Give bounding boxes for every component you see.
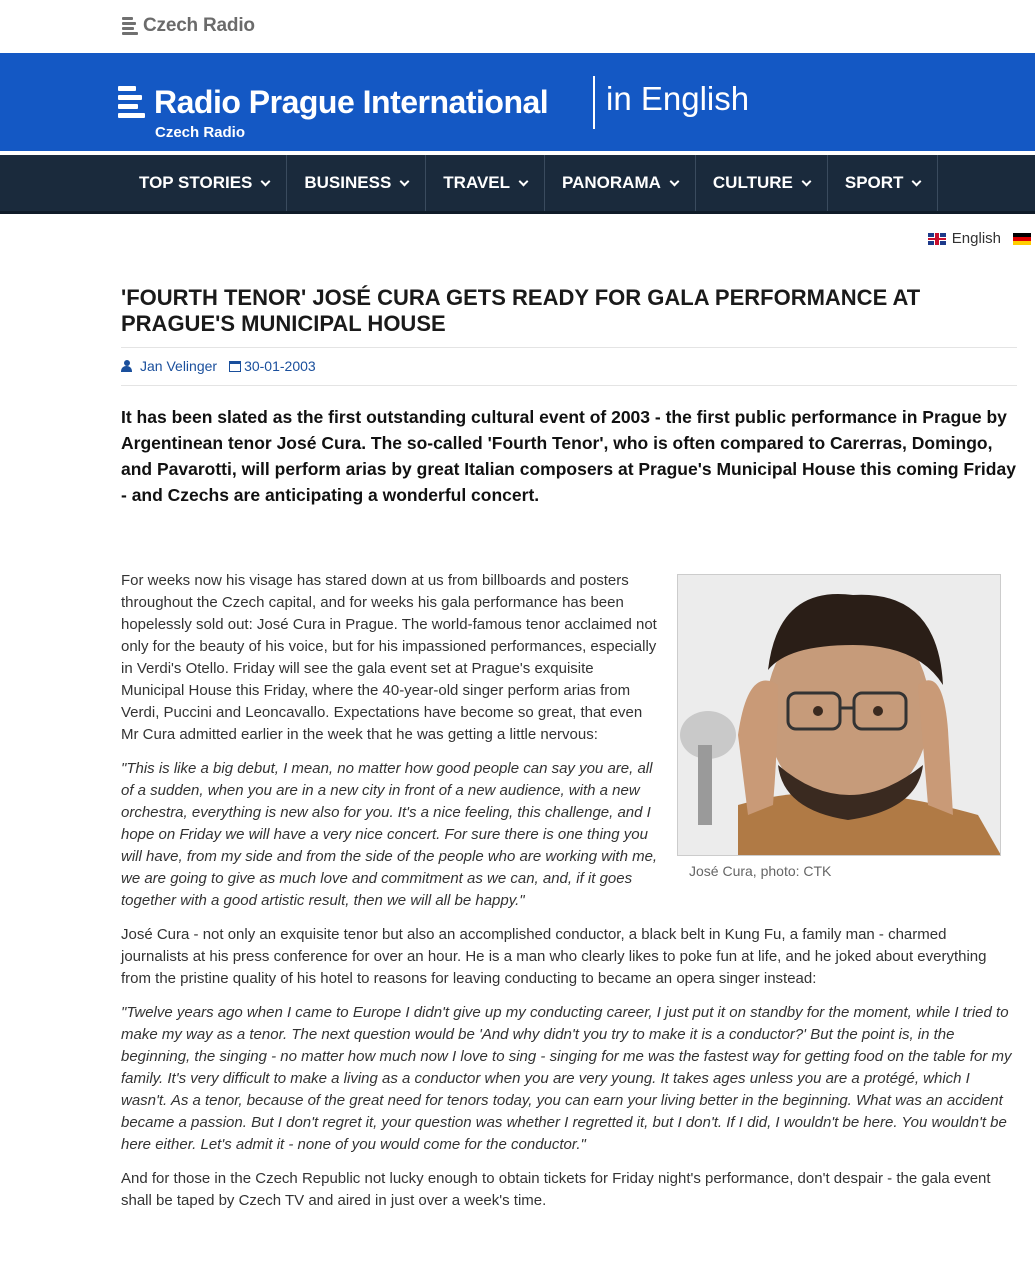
chevron-down-icon xyxy=(400,176,410,186)
article-figure xyxy=(677,574,1001,882)
main-nav xyxy=(0,155,1035,214)
czech-radio-logo-icon xyxy=(122,16,138,36)
article-title: 'FOURTH TENOR' JOSÉ CURA GETS READY FOR GALA PERFORMANCE AT PRAGUE'S MUNICIPAL HOUSE xyxy=(121,285,921,336)
chevron-down-icon xyxy=(912,176,922,186)
article-quote: "Twelve years ago when I came to Europe I didn't give up my conducting career, I just put it on standby for the moment, while I tried to make my way as a tenor. The next question would be 'And why didn't you try to make it is a conductor?' But the point is, in the beginning, the singing - no matter how much now I love to sing - singing for me was the fastest way for getting food on the table for my family. It's very difficult to make a living as a conductor when you are very young. It takes ages unless you are a protégé, which I wasn't. As a tenor, because of the great need for tenors today, you can earn your living better in the beginning. What was an accident became a passion. But I don't regret it, your question was whether I regretted it, but I don't. If I did, I wouldn't be here. You wouldn't be here either. Let's admit it - none of you would come for the conductor." xyxy=(121,1004,1012,1153)
article-date: 30-01-2003 xyxy=(244,358,316,374)
czech-radio-topbar xyxy=(0,0,1035,53)
author-link[interactable]: Jan Velinger xyxy=(140,358,218,374)
header-language-label: in English xyxy=(606,80,750,117)
chevron-down-icon xyxy=(519,176,529,186)
nav-item-label: SPORT xyxy=(844,173,904,192)
chevron-down-icon xyxy=(801,176,811,186)
nav-item-culture[interactable] xyxy=(696,155,828,211)
article-photo[interactable] xyxy=(677,574,1001,856)
article-paragraph: For weeks now his visage has stared down at us from billboards and posters throughout the Czech capital, and for weeks his gala performance has been hopelessly sold out: José Cura in Prague. The world-famous tenor acclaimed not only for the beauty of his voice, but for his impassioned performances, especially in Verdi's Otello. Friday will see the gala event set at Prague's exquisite Municipal House this Friday, where the 40-year-old singer perform arias from Verdi, Puccini and Leoncavallo. Expectations have become so great, that even Mr Cura admitted earlier in the week that he was getting a little nervous: xyxy=(121,572,657,743)
chevron-down-icon xyxy=(669,176,679,186)
nav-item-label: CULTURE xyxy=(712,173,793,192)
article-body xyxy=(121,570,1017,1224)
article-quote: "This is like a big debut, I mean, no matter how good people can say you are, all of a sudden, when you are in a new city in front of a new audience, with a new orchestra, everything is new also for you. It's a nice feeling, this challenge, and I hope on Friday we will have a very nice concert. For sure there is one thing you will have, from my side and from the side of the people who are working with me, we are going to give as much love and commitment as we can, and, if it goes together with a good artistic result, then we will all be happy." xyxy=(121,760,658,909)
nav-item-label: TRAVEL xyxy=(443,173,511,192)
nav-item-travel[interactable] xyxy=(426,155,545,211)
language-switch xyxy=(928,230,1031,247)
site-title: Radio Prague International xyxy=(154,84,549,120)
uk-flag-icon[interactable] xyxy=(928,233,946,245)
header-divider xyxy=(593,76,595,129)
rpi-logo-link[interactable] xyxy=(118,83,548,121)
portrait-illustration xyxy=(678,575,1001,856)
article-paragraph: José Cura - not only an exquisite tenor but also an accomplished conductor, a black belt in Kung Fu, a family man - charmed journalists at his press conference for over an hour. He is a man who clearly likes to poke fun at life, and he joked about everything from the pristine quality of his hotel to reasons for leaving conducting to became an opera singer instead: xyxy=(121,926,987,987)
nav-item-label: BUSINESS xyxy=(304,173,392,192)
site-subtitle: Czech Radio xyxy=(155,124,246,141)
current-language[interactable]: English xyxy=(951,230,1001,247)
nav-item-label: TOP STORIES xyxy=(139,173,253,192)
article-lead: It has been slated as the first outstanding cultural event of 2003 - the first public performance in Prague by Argentinean tenor José Cura. The so-called 'Fourth Tenor', who is often compared to Carerras, Domingo, and Pavarotti, will perform arias by great Italian composers at Prague's Municipal House this coming Friday - and Czechs are anticipating a wonderful concert. xyxy=(121,407,1016,505)
nav-item-label: PANORAMA xyxy=(562,173,661,192)
user-icon xyxy=(121,360,132,372)
article-paragraph: And for those in the Czech Republic not lucky enough to obtain tickets for Friday night's performance, don't despair - the gala event shall be taped by Czech TV and aired in just over a week's time. xyxy=(121,1170,991,1209)
czech-radio-logo-link[interactable] xyxy=(122,15,255,37)
nav-item-panorama[interactable] xyxy=(545,155,696,211)
site-header xyxy=(0,53,1035,151)
german-flag-icon[interactable] xyxy=(1013,233,1031,245)
nav-item-top-stories[interactable] xyxy=(122,155,287,211)
nav-item-sport[interactable] xyxy=(828,155,939,211)
divider xyxy=(121,385,1017,386)
article-meta xyxy=(121,358,316,374)
czech-radio-logo-text: Czech Radio xyxy=(143,15,255,36)
divider xyxy=(121,347,1017,348)
calendar-icon xyxy=(229,361,241,372)
chevron-down-icon xyxy=(261,176,271,186)
photo-caption: José Cura, photo: CTK xyxy=(689,863,832,879)
nav-item-business[interactable] xyxy=(287,155,426,211)
rpi-logo-icon xyxy=(118,86,146,120)
